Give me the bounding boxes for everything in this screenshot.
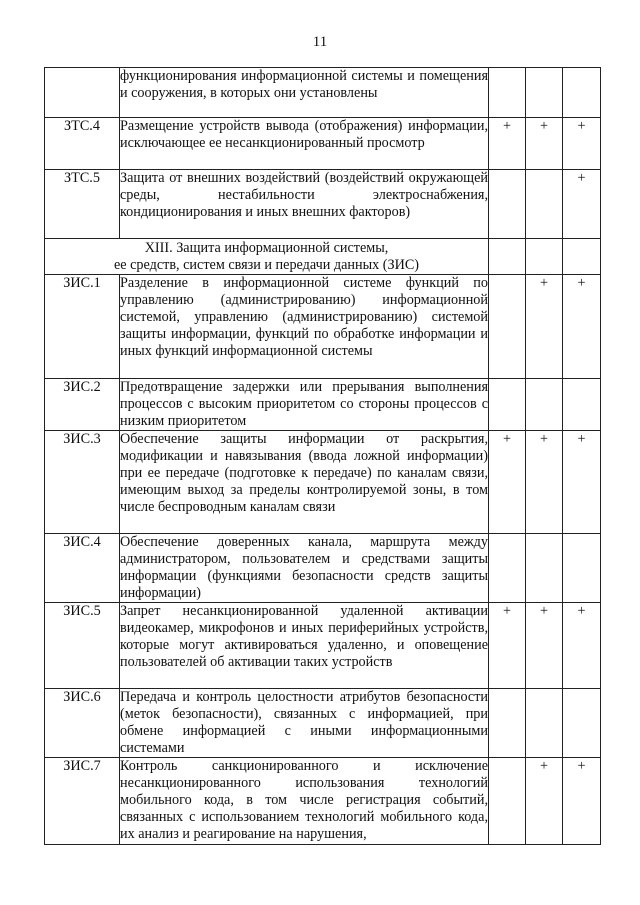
measure-code: ЗТС.4	[45, 118, 120, 170]
class-mark-3: +	[563, 170, 601, 239]
class-mark-1: +	[489, 431, 526, 534]
class-mark-3: +	[563, 275, 601, 379]
measure-code: ЗИС.2	[45, 379, 120, 431]
class-mark-3: +	[563, 603, 601, 689]
section-title-line-1: XIII. Защита информационной системы,	[144, 240, 389, 256]
table-row	[45, 603, 601, 689]
measure-code: ЗИС.5	[45, 603, 120, 689]
class-mark-3: +	[563, 758, 601, 845]
class-mark-1	[489, 758, 526, 845]
empty-cell	[563, 239, 601, 275]
empty-cell	[489, 239, 526, 275]
table-row	[45, 379, 601, 431]
measure-text: Обеспечение защиты информации от раскрытия, модификации и навязывания (ввода ложной информации) при ее передаче (подготовке к передаче) по каналам связи, имеющим выход за пределы контролируемой зоны, в том числе беспроводным каналам связи	[120, 431, 489, 534]
table-row	[45, 118, 601, 170]
class-mark-1	[489, 275, 526, 379]
class-mark-2: +	[526, 118, 563, 170]
measure-text: Разделение в информационной системе функций по управлению (администрированию) информационной системой, управлению (администрированию) системой защиты информации, функций по обработке информации и иных функций информационной системы	[120, 275, 489, 379]
class-mark-1: +	[489, 118, 526, 170]
measure-code: ЗИС.1	[45, 275, 120, 379]
measure-text: функционирования информационной системы и помещения и сооружения, в которых они установлены	[120, 68, 489, 118]
measure-code: ЗИС.4	[45, 534, 120, 603]
measure-text: Обеспечение доверенных канала, маршрута между администратором, пользователем и средствами защиты информации (функциями безопасности средств защиты информации)	[120, 534, 488, 601]
section-header-row	[45, 239, 601, 275]
table-row	[45, 758, 601, 845]
table-row	[45, 431, 601, 534]
measure-code	[45, 68, 120, 118]
table-row	[45, 689, 601, 758]
measure-text: Размещение устройств вывода (отображения) информации, исключающее ее несанкционированный просмотр	[120, 118, 489, 170]
measure-text: Предотвращение задержки или прерывания выполнения процессов с высоким приоритетом со стороны процессов с низким приоритетом	[120, 379, 488, 429]
page-number: 11	[312, 34, 328, 50]
class-mark-3	[563, 379, 601, 431]
measure-code: ЗИС.3	[45, 431, 120, 534]
class-mark-1	[489, 68, 526, 118]
table-row	[45, 170, 601, 239]
table-row	[45, 275, 601, 379]
class-mark-2	[526, 170, 563, 239]
class-mark-1: +	[489, 603, 526, 689]
empty-cell	[526, 239, 563, 275]
measure-code: ЗИС.6	[45, 689, 120, 758]
class-mark-3: +	[563, 118, 601, 170]
measure-text: Защита от внешних воздействий (воздействий окружающей среды, нестабильности электроснабжения, кондиционирования и иных внешних факторов)	[120, 170, 489, 239]
section-title-line-2: ее средств, систем связи и передачи данных (ЗИС)	[113, 257, 420, 273]
class-mark-2: +	[526, 603, 563, 689]
class-mark-1	[489, 689, 526, 758]
class-mark-1	[489, 170, 526, 239]
class-mark-2	[526, 689, 563, 758]
class-mark-3	[563, 68, 601, 118]
measure-text: Контроль санкционированного и исключение несанкционированного использования технологий мобильного кода, в том числе регистрация событий, связанных с использованием технологий мобильного кода, их анализ и реагирование на нарушения,	[120, 758, 489, 845]
class-mark-3	[563, 689, 601, 758]
class-mark-2: +	[526, 275, 563, 379]
measure-text: Передача и контроль целостности атрибутов безопасности (меток безопасности), связанных с информацией, при обмене информацией с иными информационными системами	[120, 689, 488, 756]
measure-text: Запрет несанкционированной удаленной активации видеокамер, микрофонов и иных периферийных устройств, которые могут активироваться удаленно, и оповещение пользователей об активации таких устройств	[120, 603, 489, 689]
class-mark-3	[563, 534, 601, 603]
table-body	[45, 68, 601, 845]
security-measures-table	[44, 67, 601, 845]
measure-code: ЗИС.7	[45, 758, 120, 845]
class-mark-2	[526, 68, 563, 118]
class-mark-2: +	[526, 758, 563, 845]
class-mark-1	[489, 534, 526, 603]
class-mark-2: +	[526, 431, 563, 534]
table-row	[45, 68, 601, 118]
measure-code: ЗТС.5	[45, 170, 120, 239]
class-mark-2	[526, 534, 563, 603]
section-title	[45, 239, 489, 275]
class-mark-1	[489, 379, 526, 431]
table-row	[45, 534, 601, 603]
class-mark-3: +	[563, 431, 601, 534]
class-mark-2	[526, 379, 563, 431]
